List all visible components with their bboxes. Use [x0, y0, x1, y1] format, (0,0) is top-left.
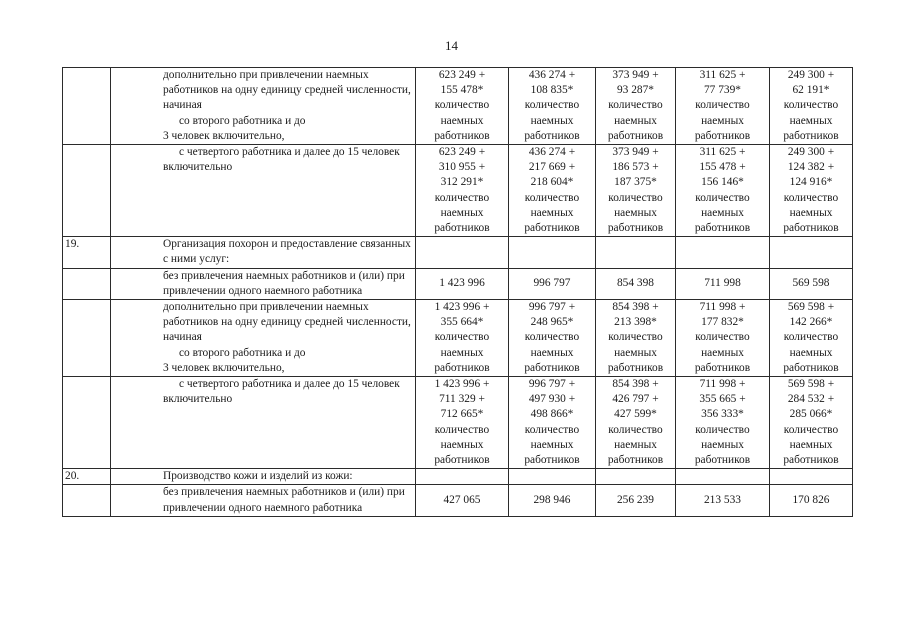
value-line: количество	[608, 191, 663, 204]
table-row	[63, 237, 853, 268]
row-number	[63, 68, 111, 145]
value-line: количество	[434, 99, 490, 112]
value-line: 711 998	[704, 277, 741, 290]
value-line: наемных	[440, 206, 484, 219]
value-line: 356 333*	[701, 408, 744, 421]
value-cell	[676, 237, 770, 268]
value-line: 355 664*	[440, 316, 484, 329]
value-line: 108 835*	[530, 84, 574, 97]
value-cell	[509, 268, 596, 299]
value-line: 497 930 +	[528, 393, 576, 406]
value-line: наемных	[530, 114, 574, 127]
value-line: работников	[607, 222, 664, 235]
value-line: 498 866*	[530, 408, 574, 421]
row-number	[63, 145, 111, 237]
description-text: без привлечения наемных работников и (или) при привлечении одного наемного работника	[163, 486, 405, 514]
value-line: количество	[608, 99, 663, 112]
value-line: работников	[694, 222, 751, 235]
value-cell	[770, 145, 853, 237]
value-line: 1 423 996	[439, 277, 485, 290]
value-line: 77 739*	[703, 84, 742, 97]
row-description	[111, 145, 416, 237]
value-cell	[770, 485, 853, 516]
value-line: работников	[434, 129, 490, 142]
value-line: 285 066*	[789, 408, 833, 421]
value-line: 569 598	[792, 277, 830, 290]
tax-rates-table	[62, 67, 853, 517]
value-line: работников	[783, 361, 839, 374]
value-line: 217 669 +	[528, 161, 576, 174]
value-line: 298 946	[533, 494, 571, 507]
description-text: Производство кожи и изделий из кожи:	[163, 470, 353, 483]
value-cell	[509, 469, 596, 485]
value-line: 62 191*	[792, 84, 830, 97]
value-line: 156 146*	[701, 176, 744, 189]
value-line: 124 916*	[789, 176, 833, 189]
value-line: 373 949 +	[612, 146, 659, 159]
row-number	[63, 377, 111, 469]
value-line: 284 532 +	[787, 393, 835, 406]
page-number: 14	[445, 38, 458, 53]
value-line: 427 599*	[614, 408, 657, 421]
table-row	[63, 300, 853, 377]
value-line: работников	[694, 454, 751, 467]
value-line: количество	[783, 423, 839, 436]
value-cell	[509, 68, 596, 145]
value-line: количество	[608, 423, 663, 436]
value-line: 623 249 +	[438, 69, 486, 81]
value-cell	[509, 145, 596, 237]
value-line: количество	[695, 423, 750, 436]
value-line: количество	[524, 191, 580, 204]
value-line: работников	[783, 454, 839, 467]
row-description	[111, 237, 416, 268]
value-cell	[770, 237, 853, 268]
value-cell	[416, 145, 509, 237]
value-line: 426 797 +	[612, 393, 659, 406]
value-line: работников	[434, 361, 490, 374]
description-text: с четвертого работника и далее до 15 человек включительно	[163, 378, 400, 406]
row-number: 19.	[63, 237, 111, 268]
value-cell	[509, 300, 596, 377]
value-line: 854 398 +	[612, 301, 659, 314]
value-line: работников	[607, 454, 664, 467]
value-line: работников	[434, 222, 490, 235]
value-line: количество	[608, 331, 663, 344]
value-cell	[416, 377, 509, 469]
value-cell	[416, 268, 509, 299]
value-line: наемных	[614, 206, 657, 219]
value-line: работников	[524, 361, 580, 374]
value-line: 711 998 +	[699, 301, 746, 314]
value-line: наемных	[789, 346, 833, 359]
table-row	[63, 68, 853, 145]
value-cell	[416, 68, 509, 145]
row-number	[63, 268, 111, 299]
value-line: 711 329 +	[439, 393, 485, 406]
value-line: 124 382 +	[787, 161, 835, 174]
value-line: 187 375*	[614, 176, 657, 189]
value-line: 854 398	[616, 277, 655, 290]
value-line: количество	[434, 191, 490, 204]
value-line: 177 832*	[701, 316, 744, 329]
value-line: 436 274 +	[528, 69, 576, 81]
value-line: 427 065	[443, 494, 481, 507]
value-line: 373 949 +	[612, 69, 659, 81]
value-line: наемных	[701, 114, 744, 127]
description-text: Организация похорон и предоставление связанных с ними услуг:	[163, 238, 411, 266]
value-line: 155 478*	[440, 84, 484, 97]
table-row	[63, 377, 853, 469]
value-cell	[596, 68, 676, 145]
table-row	[63, 268, 853, 299]
value-line: 996 797 +	[528, 378, 576, 391]
value-line: 854 398 +	[612, 378, 659, 391]
value-line: 249 300 +	[787, 146, 835, 159]
value-line: 155 478 +	[699, 161, 746, 174]
value-line: количество	[434, 423, 490, 436]
value-line: 436 274 +	[528, 146, 576, 159]
value-line: работников	[783, 129, 839, 142]
value-line: 996 797 +	[528, 301, 576, 314]
row-description	[111, 377, 416, 469]
value-line: наемных	[440, 438, 484, 451]
value-line: 355 665 +	[699, 393, 746, 406]
value-line: 711 998 +	[699, 378, 746, 391]
value-cell	[596, 268, 676, 299]
value-cell	[596, 485, 676, 516]
value-cell	[676, 377, 770, 469]
value-line: 311 625 +	[699, 146, 746, 159]
value-cell	[509, 237, 596, 268]
description-text: дополнительно при привлечении наемных работников на одну единицу средней численности, начиная	[163, 301, 411, 344]
value-line: 712 665*	[440, 408, 484, 421]
value-line: 213 533	[703, 494, 742, 507]
value-line: работников	[607, 129, 664, 142]
value-line: работников	[524, 222, 580, 235]
value-cell	[676, 300, 770, 377]
value-line: количество	[783, 191, 839, 204]
row-description	[111, 300, 416, 377]
value-line: 213 398*	[614, 316, 657, 329]
value-cell	[509, 377, 596, 469]
table-row	[63, 469, 853, 485]
value-line: работников	[607, 361, 664, 374]
description-subline: 3 человек включительно,	[163, 129, 285, 142]
value-line: наемных	[614, 114, 657, 127]
value-line: 256 239	[616, 494, 655, 507]
value-line: наемных	[701, 346, 744, 359]
description-text: без привлечения наемных работников и (или) при привлечении одного наемного работника	[163, 269, 405, 297]
value-line: наемных	[614, 438, 657, 451]
value-cell	[596, 377, 676, 469]
value-cell	[770, 469, 853, 485]
value-line: количество	[524, 423, 580, 436]
value-cell	[416, 469, 509, 485]
value-line: 569 598 +	[787, 378, 835, 391]
value-line: наемных	[530, 346, 574, 359]
value-line: 142 266*	[789, 316, 833, 329]
value-line: 311 625 +	[699, 69, 746, 81]
value-line: 248 965*	[530, 316, 574, 329]
value-cell	[770, 268, 853, 299]
row-number: 20.	[63, 469, 111, 485]
value-line: 1 423 996 +	[434, 301, 490, 314]
value-cell	[770, 68, 853, 145]
value-line: 310 955 +	[438, 161, 486, 174]
value-line: 569 598 +	[787, 301, 835, 314]
description-text: дополнительно при привлечении наемных работников на одну единицу средней численности, начиная	[163, 69, 411, 112]
value-cell	[509, 485, 596, 516]
description-text: с четвертого работника и далее до 15 человек включительно	[163, 146, 400, 174]
value-cell	[596, 300, 676, 377]
value-cell	[596, 237, 676, 268]
row-description	[111, 68, 416, 145]
value-cell	[676, 68, 770, 145]
row-number	[63, 485, 111, 516]
row-description	[111, 485, 416, 516]
value-cell	[676, 268, 770, 299]
value-line: наемных	[701, 206, 744, 219]
value-line: наемных	[789, 206, 833, 219]
value-line: наемных	[789, 438, 833, 451]
description-subline: 3 человек включительно,	[163, 361, 285, 374]
row-description	[111, 469, 416, 485]
value-cell	[676, 485, 770, 516]
value-line: наемных	[530, 438, 574, 451]
value-line: 1 423 996 +	[434, 378, 490, 391]
value-line: наемных	[530, 206, 574, 219]
value-line: наемных	[789, 114, 833, 127]
row-number	[63, 300, 111, 377]
value-line: работников	[783, 222, 839, 235]
value-line: наемных	[614, 346, 657, 359]
value-line: наемных	[440, 346, 484, 359]
value-line: 218 604*	[530, 176, 574, 189]
value-cell	[596, 145, 676, 237]
value-cell	[676, 469, 770, 485]
value-line: 186 573 +	[612, 161, 659, 174]
value-line: работников	[434, 454, 490, 467]
table-row	[63, 485, 853, 516]
value-line: 93 287*	[616, 84, 655, 97]
value-line: 312 291*	[440, 176, 484, 189]
value-line: количество	[434, 331, 490, 344]
description-subline: со второго работника и до	[179, 114, 306, 127]
value-line: количество	[524, 99, 580, 112]
value-line: наемных	[701, 438, 744, 451]
value-line: работников	[694, 361, 751, 374]
value-cell	[676, 145, 770, 237]
value-line: наемных	[440, 114, 484, 127]
value-line: работников	[694, 129, 751, 142]
value-line: 996 797	[533, 277, 571, 290]
value-line: количество	[695, 99, 750, 112]
value-line: работников	[524, 129, 580, 142]
value-cell	[596, 469, 676, 485]
value-line: 623 249 +	[438, 146, 486, 159]
value-cell	[770, 377, 853, 469]
value-line: количество	[783, 99, 839, 112]
value-cell	[416, 485, 509, 516]
value-line: количество	[695, 331, 750, 344]
value-cell	[770, 300, 853, 377]
value-cell	[416, 237, 509, 268]
value-line: количество	[783, 331, 839, 344]
row-description	[111, 268, 416, 299]
value-cell	[416, 300, 509, 377]
value-line: количество	[695, 191, 750, 204]
value-line: 170 826	[792, 494, 830, 507]
value-line: работников	[524, 454, 580, 467]
value-line: 249 300 +	[787, 69, 835, 81]
description-subline: со второго работника и до	[179, 346, 306, 359]
table-row	[63, 145, 853, 237]
value-line: количество	[524, 331, 580, 344]
